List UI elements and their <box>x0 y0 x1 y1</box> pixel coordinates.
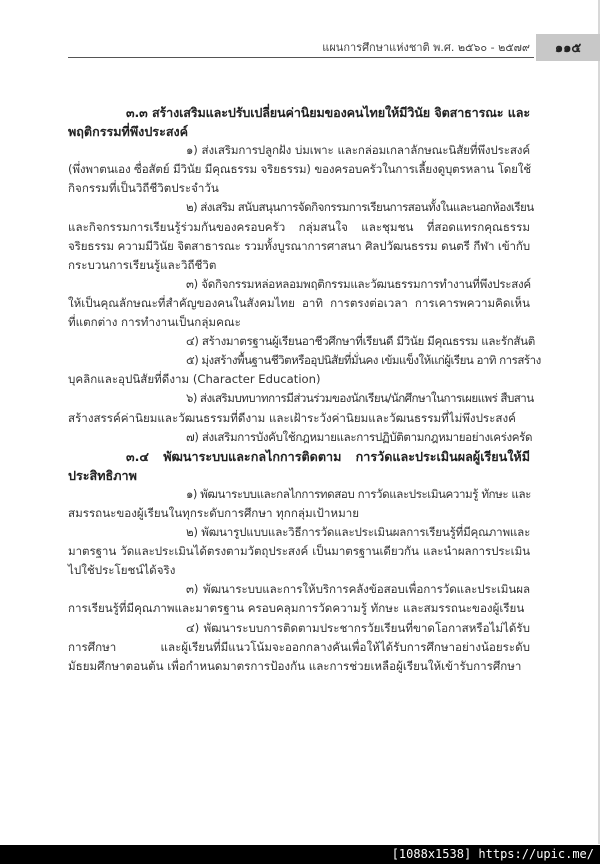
section-heading: ๓.๓ สร้างเสริมและปรับเปลี่ยนค่านิยมของคนไทยให้มีวินัย จิตสาธารณะ และ <box>126 105 530 120</box>
list-item-line: กิจกรรมที่เป็นวิถีชีวิตประจำวัน <box>68 181 219 196</box>
list-item-line: ๔) สร้างมาตรฐานผู้เรียนอาชีวศึกษาที่เรียนดี มีวินัย มีคุณธรรม และรักสันติ <box>186 334 535 349</box>
image-info-bar: [1088x1538] https://upic.me/ <box>0 845 600 864</box>
header-divider <box>68 57 534 58</box>
section-heading: ๓.๔ พัฒนาระบบและกลไกการติดตาม การวัดและประเมินผลผู้เรียนให้มี <box>126 448 530 464</box>
list-item-line: (พึ่งพาตนเอง ซื่อสัตย์ มีวินัย มีคุณธรรม จริยธรรม) ของครอบครัวในการเลี้ยงดูบุตรหลาน โดยใช้ <box>68 162 531 177</box>
list-item-line: ๓) พัฒนาระบบและการให้บริการคลังข้อสอบเพื่อการวัดและประเมินผล <box>186 582 530 597</box>
list-item-line: ๓) จัดกิจกรรมหล่อหลอมพฤติกรรมและวัฒนธรรมการทำงานที่พึงประสงค์ <box>186 276 531 291</box>
list-item-line: การศึกษา และผู้เรียนที่มีแนวโน้มจะออกกลางคันเพื่อให้ได้รับการศึกษาอย่างน้อยระดับ <box>68 639 530 654</box>
list-item-line: ๒) ส่งเสริม สนับสนุนการจัดกิจกรรมการเรียนการสอนทั้งในและนอกห้องเรียน <box>186 200 534 215</box>
page-number: ๑๑๕ <box>536 34 600 61</box>
list-item-line: และกิจกรรมการเรียนรู้ร่วมกันของครอบครัว กลุ่มสนใจ และชุมชน ที่สอดแทรกคุณธรรม <box>68 219 530 234</box>
list-item-line: ให้เป็นคุณลักษณะที่สำคัญของคนในสังคมไทย อาทิ การตรงต่อเวลา การเคารพความคิดเห็น <box>68 295 530 310</box>
list-item-line: กระบวนการเรียนรู้และวิถีชีวิต <box>68 257 217 272</box>
list-item-line: ๔) พัฒนาระบบการติดตามประชากรวัยเรียนที่ขาดโอกาสหรือไม่ได้รับ <box>186 620 530 635</box>
list-item-line: ๑) พัฒนาระบบและกลไกการทดสอบ การวัดและประเมินความรู้ ทักษะ และ <box>186 486 531 501</box>
section-heading: พฤติกรรมที่พึงประสงค์ <box>68 124 189 140</box>
list-item-line: จริยธรรม ความมีวินัย จิตสาธารณะ รวมทั้งบูรณาการศาสนา ศิลปวัฒนธรรม ดนตรี กีฬา เข้ากับ <box>68 238 530 253</box>
list-item-line: มัธยมศึกษาตอนต้น เพื่อกำหนดมาตรการป้องกัน และการช่วยเหลือผู้เรียนให้เข้ารับการศึกษา <box>68 658 522 673</box>
list-item-line: ๖) ส่งเสริมบทบาทการมีส่วนร่วมของนักเรียน/นักศึกษาในการเผยแพร่ สืบสาน <box>186 391 534 406</box>
list-item-line: บุคลิกและอุปนิสัยที่ดีงาม (Character Education) <box>68 372 321 387</box>
list-item-line: ที่แตกต่าง การทำงานเป็นกลุ่มคณะ <box>68 315 241 330</box>
list-item-line: มาตรฐาน วัดและประเมินได้ตรงตามวัตถุประสงค์ เป็นมาตรฐานเดียวกัน และนำผลการประเมิน <box>68 544 530 559</box>
list-item-line: สร้างสรรค์ค่านิยมและวัฒนธรรมที่ดีงาม และเฝ้าระวังค่านิยมและวัฒนธรรมที่ไม่พึงประสงค์ <box>68 410 516 425</box>
document-title: แผนการศึกษาแห่งชาติ พ.ศ. ๒๕๖๐ - ๒๕๗๙ <box>322 41 530 54</box>
list-item-line: การเรียนรู้ที่มีคุณภาพและมาตรฐาน ครอบคลุมการวัดความรู้ ทักษะ และสมรรถนะของผู้เรียน <box>68 601 525 616</box>
list-item-line: ไปใช้ประโยชน์ได้จริง <box>68 563 176 578</box>
document-body <box>68 103 541 676</box>
section-heading: ประสิทธิภาพ <box>68 467 137 483</box>
list-item-line: สมรรถนะของผู้เรียนในทุกระดับการศึกษา ทุกกลุ่มเป้าหมาย <box>68 505 360 520</box>
list-item-line: ๗) ส่งเสริมการบังคับใช้กฎหมายและการปฏิบัติตามกฎหมายอย่างเคร่งครัด <box>186 429 533 444</box>
list-item-line: ๑) ส่งเสริมการปลูกฝัง บ่มเพาะ และกล่อมเกลาลักษณะนิสัยที่พึงประสงค์ <box>186 143 530 158</box>
list-item-line: ๒) พัฒนารูปแบบและวิธีการวัดและประเมินผลการเรียนรู้ที่มีคุณภาพและ <box>186 525 531 540</box>
list-item-line: ๕) มุ่งสร้างพื้นฐานชีวิตหรืออุปนิสัยที่มั่นคง เข้มแข็งให้แก่ผู้เรียน อาทิ การสร้าง <box>186 353 541 368</box>
